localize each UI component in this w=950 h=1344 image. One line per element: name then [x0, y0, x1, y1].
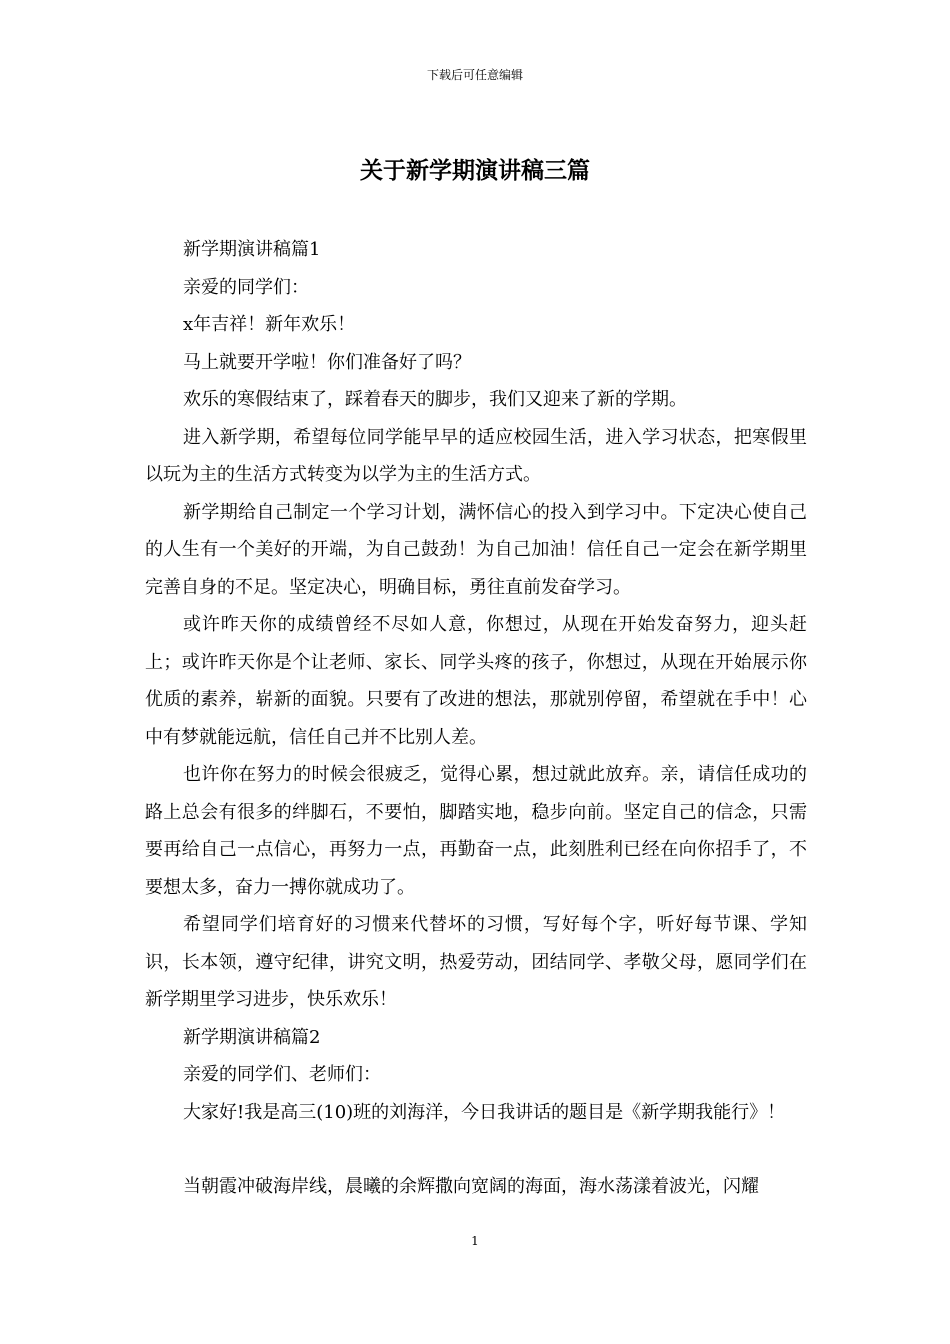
document-body: [145, 231, 807, 1206]
paragraph-heading-2: 新学期演讲稿篇2: [183, 1026, 321, 1048]
document-title: 关于新学期演讲稿三篇: [360, 157, 590, 184]
header-note: 下载后可任意编辑: [426, 68, 523, 82]
paragraph: 大家好!我是高三(10)班的刘海洋，今日我讲话的题目是《新学期我能行》！: [183, 1101, 786, 1123]
page-number: 1: [471, 1234, 479, 1248]
paragraph: 当朝霞冲破海岸线，晨曦的余辉撒向宽阔的海面，海水荡漾着波光，闪耀: [183, 1176, 759, 1197]
paragraph: 马上就要开学啦！你们准备好了吗？: [183, 351, 471, 373]
paragraph: 或许昨天你的成绩曾经不尽如人意，你想过，从现在开始发奋努力，迎头赶上；或许昨天你是个让老师、家长、同学头疼的孩子，你想过，从现在开始展示你优质的素养，崭新的面貌。只要有了改进的想法，那就别停留，希望就在手中！心中有梦就能远航，信任自己并不比别人差。: [145, 614, 807, 748]
paragraph: x年吉祥！新年欢乐！: [183, 314, 356, 335]
paragraph: 新学期给自己制定一个学习计划，满怀信心的投入到学习中。下定决心使自己的人生有一个美好的开端，为自己鼓劲！为自己加油！信任自己一定会在新学期里完善自身的不足。坚定决心，明确目标，勇往直前发奋学习。: [145, 501, 807, 598]
paragraph-salutation-1: 亲爱的同学们：: [183, 276, 309, 298]
paragraph: 也许你在努力的时候会很疲乏，觉得心累，想过就此放弃。亲，请信任成功的路上总会有很多的绊脚石，不要怕，脚踏实地，稳步向前。坚定自己的信念，只需要再给自己一点信心，再努力一点，再勤奋一点，此刻胜利已经在向你招手了，不要想太多，奋力一搏你就成功了。: [145, 764, 807, 898]
paragraph-heading-1: 新学期演讲稿篇1: [183, 239, 321, 260]
paragraph: 欢乐的寒假结束了，踩着春天的脚步，我们又迎来了新的学期。: [183, 389, 687, 410]
paragraph-salutation-2: 亲爱的同学们、老师们：: [183, 1064, 381, 1085]
paragraph: 进入新学期，希望每位同学能早早的适应校园生活，进入学习状态，把寒假里以玩为主的生活方式转变为以学为主的生活方式。: [145, 426, 807, 485]
paragraph: 希望同学们培育好的习惯来代替坏的习惯，写好每个字，听好每节课、学知识，长本领，遵守纪律，讲究文明，热爱劳动，团结同学、孝敬父母，愿同学们在新学期里学习进步，快乐欢乐！: [145, 914, 807, 1010]
